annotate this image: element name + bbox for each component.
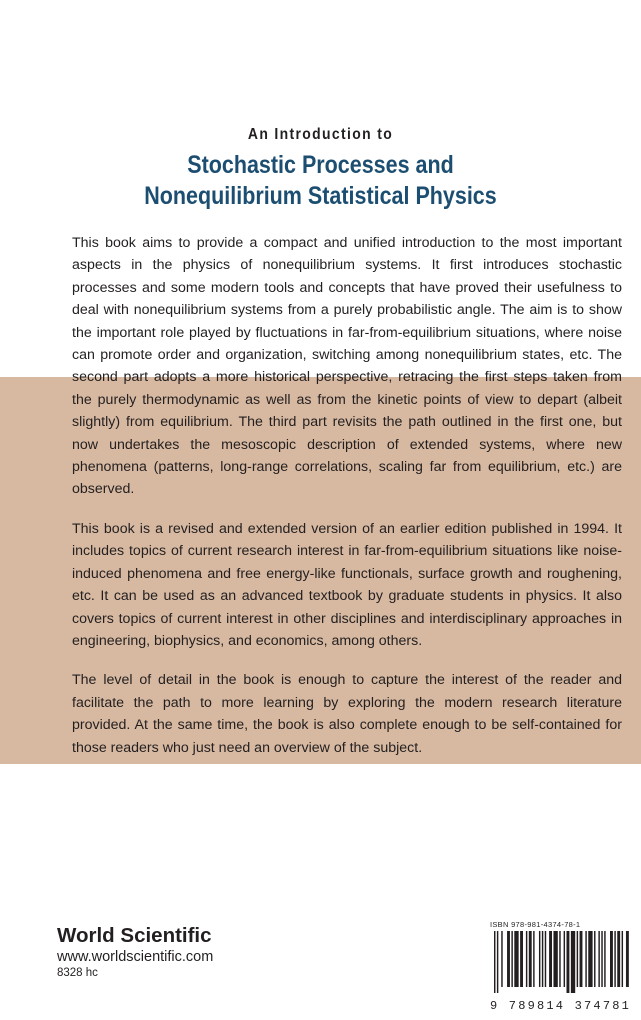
publisher-block: [57, 924, 213, 981]
barcode-bar: [520, 931, 523, 987]
barcode-bar: [598, 931, 599, 987]
barcode-bar: [511, 931, 512, 987]
barcode-bar: [626, 931, 629, 987]
blurb-paragraph-1: This book aims to provide a compact and unified introduction to the most important aspects in the physics of nonequilibrium systems. It first introduces stochastic processes and some modern tools and concepts that have proved their usefulness to deal with nonequilibrium systems from a purely probabilistic angle. The aim is to show the important role played by fluctuations in far-from-equilibrium situations, where noise can promote order and organization, switching among nonequilibrium states, etc. The second part adopts a more historical perspective, retracing the first steps taken from the purely thermodynamic as well as from the kinetic points of view to depart (albeit slightly) from equilibrium. The third part revisits the path outlined in the first one, but now undertakes the mesoscopic description of extended systems, where new phenomena (patterns, long-range correlations, scaling far from equilibrium, etc.) are observed.: [72, 235, 622, 498]
barcode-bar: [622, 931, 623, 987]
barcode-bar: [501, 931, 502, 987]
barcode-bar: [571, 931, 575, 993]
barcode-bar: [529, 931, 532, 987]
title-block: [0, 126, 641, 212]
title-line-2: Nonequilibrium Statistical Physics: [144, 182, 497, 210]
barcode-bar: [497, 931, 498, 993]
barcode-bar: [564, 931, 565, 987]
barcode-bar: [577, 931, 578, 987]
publisher-name: World Scientific: [57, 924, 212, 947]
barcode-bar: [580, 931, 583, 987]
barcode-bar: [610, 931, 613, 987]
barcode-bar: [542, 931, 543, 987]
barcode-bar: [553, 931, 557, 987]
barcode-bar: [585, 931, 586, 987]
barcode-bar: [533, 931, 534, 987]
title-intro: An Introduction to: [247, 126, 394, 143]
blurb-paragraph-2: This book is a revised and extended version of an earlier edition published in 1994. It includes topics of current research interest in far-from-equilibrium situations like noise-induced phenomena and free energy-like functionals, surface growth and roughening, etc. It can be used as an advanced textbook by graduate students in physics. It also covers topics of current interest in other disciplines and interdisciplinary approaches in engineering, biophysics, and economics, among others.: [72, 520, 622, 649]
title-line-1: Stochastic Processes and: [187, 151, 454, 179]
barcode-bar: [549, 931, 552, 987]
barcode-bar: [617, 931, 620, 987]
barcode-bar: [588, 931, 592, 987]
publisher-url: www.worldscientific.com: [57, 949, 214, 965]
barcode-bar: [559, 931, 560, 987]
barcode-bar: [614, 931, 615, 987]
ean-digits: 9 789814 374781: [490, 999, 632, 1013]
barcode-bar: [507, 931, 510, 987]
barcode-bar: [594, 931, 595, 987]
barcode-bar: [567, 931, 570, 993]
barcode-bar: [514, 931, 518, 987]
barcode-bar: [494, 931, 495, 993]
barcode-bar: [601, 931, 602, 987]
publisher-code: 8328 hc: [57, 967, 98, 979]
barcode-bar: [604, 931, 605, 987]
blurb-text: [72, 232, 622, 776]
barcode-bar: [545, 931, 546, 987]
blurb-paragraph-3: The level of detail in the book is enough to capture the interest of the reader and facilitate the path to more learning by exploring the modern research literature provided. At the same time, the book is also complete enough to be self-contained for those readers who just need an overview of the subject.: [72, 672, 622, 756]
barcode-bar: [526, 931, 527, 987]
barcode-block: [490, 920, 630, 1013]
isbn-label: ISBN 978-981-4374-78-1: [490, 920, 581, 929]
barcode-bar: [539, 931, 540, 987]
barcode-bars: [490, 931, 630, 993]
